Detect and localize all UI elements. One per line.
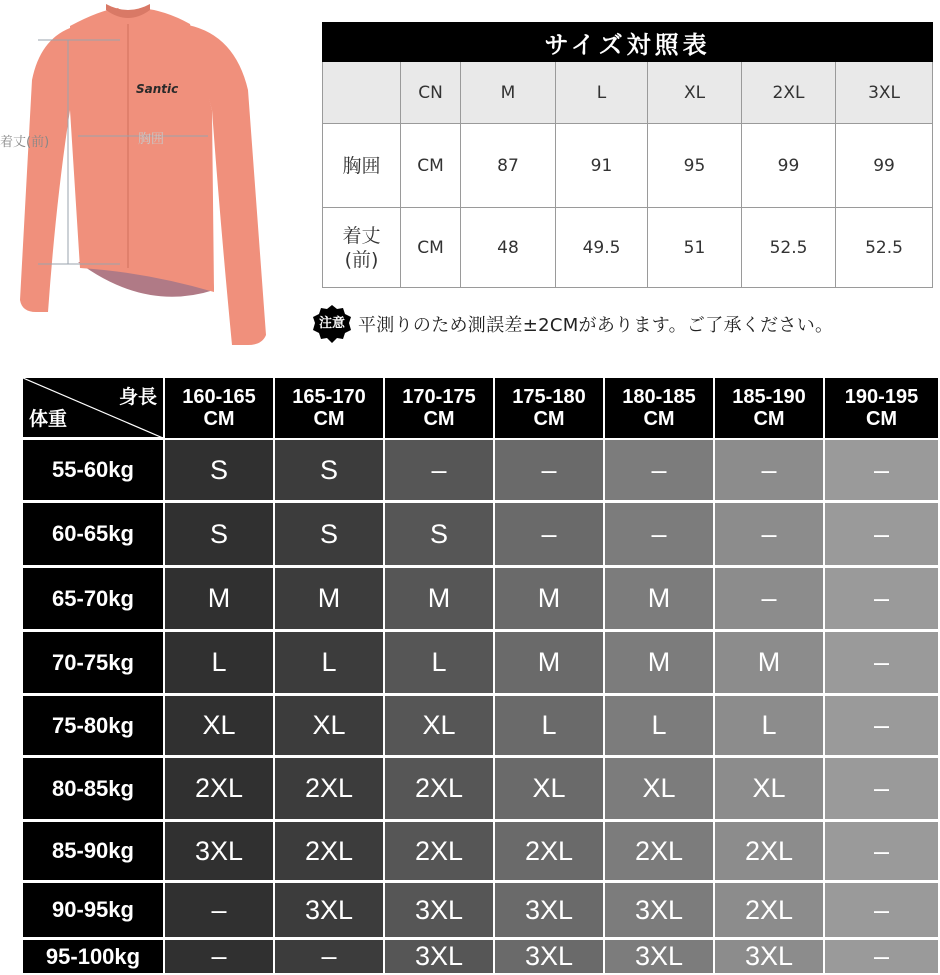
size-cell: [825, 440, 938, 500]
size-value: 3XL: [634, 894, 684, 925]
size-cell: [605, 758, 713, 819]
size-cell: [495, 758, 603, 819]
size-cell: [275, 568, 383, 629]
size-value: 2XL: [414, 773, 464, 803]
size-chart-header-cell: 3XL: [836, 62, 933, 124]
size-value: 2XL: [744, 894, 794, 925]
weight-header: [23, 696, 163, 755]
size-value: –: [321, 941, 337, 971]
size-cell: [495, 440, 603, 500]
size-cell: [605, 696, 713, 755]
height-unit: CM: [865, 408, 898, 430]
size-value: 2XL: [304, 835, 354, 866]
size-chart-value: 48: [461, 208, 556, 288]
size-cell: [275, 503, 383, 565]
size-cell: [825, 758, 938, 819]
size-cell: [275, 440, 383, 500]
size-chart-header-cell: M: [461, 62, 556, 124]
size-chart-title: サイズ対照表: [323, 23, 933, 62]
height-header: [275, 378, 383, 438]
size-value: S: [209, 454, 228, 485]
height-header-label: [292, 386, 365, 430]
size-cell: [715, 440, 823, 500]
size-cell: [495, 822, 603, 880]
size-value: –: [873, 941, 890, 971]
size-chart-row-label: [323, 208, 401, 288]
size-cell: [605, 883, 713, 937]
size-value: –: [211, 941, 227, 971]
size-value: 3XL: [744, 941, 794, 971]
size-value: 2XL: [194, 773, 244, 803]
height-unit: CM: [533, 408, 565, 430]
height-range: 190-195: [844, 386, 919, 408]
jersey-image: [0, 0, 300, 350]
size-cell: [275, 696, 383, 755]
height-unit: CM: [753, 408, 785, 430]
size-value: 3XL: [414, 941, 464, 971]
weight-header: [23, 883, 163, 937]
jersey-illustration: [0, 0, 300, 350]
size-cell: [605, 632, 713, 693]
height-range: 185-190: [732, 386, 806, 408]
size-chart-value: 87: [461, 124, 556, 208]
size-cell: [165, 883, 273, 937]
height-range: 170-175: [402, 386, 476, 408]
brand-logo: Santic: [136, 82, 179, 96]
size-value: XL: [532, 773, 566, 803]
size-value: 3XL: [304, 894, 354, 925]
size-cell: [605, 503, 713, 565]
size-value: –: [761, 583, 777, 613]
measurement-note: [312, 302, 833, 346]
weight-range: 60-65kg: [52, 521, 134, 546]
size-cell: [385, 883, 493, 937]
size-value: L: [651, 710, 667, 740]
size-chart-header-cell: L: [556, 62, 648, 124]
weight-range: 75-80kg: [52, 712, 134, 738]
size-cell: [715, 883, 823, 937]
height-header-label: [402, 386, 475, 430]
size-chart-unit: CM: [401, 208, 461, 288]
size-cell: [825, 568, 938, 629]
size-value: L: [431, 647, 447, 677]
size-value: –: [761, 454, 777, 485]
size-cell: [495, 883, 603, 937]
weight-range: 90-95kg: [52, 897, 134, 922]
height-unit: CM: [313, 408, 345, 430]
weight-header: [23, 503, 163, 565]
size-cell: [825, 503, 938, 565]
size-cell: [715, 822, 823, 880]
size-chart-row-label: 胸囲: [323, 124, 401, 208]
weight-header: [23, 940, 163, 973]
height-header-label: [622, 386, 695, 430]
corner-height-label: 身長: [118, 386, 157, 408]
size-value: –: [873, 710, 890, 740]
size-cell: [825, 883, 938, 937]
chest-measure-label: 胸囲: [138, 132, 165, 147]
size-cell: [605, 568, 713, 629]
size-value: M: [537, 647, 561, 677]
size-value: L: [321, 647, 337, 677]
size-cell: [605, 440, 713, 500]
size-value: 2XL: [304, 773, 354, 803]
size-value: –: [431, 454, 447, 485]
size-value: XL: [202, 710, 236, 740]
height-unit: CM: [423, 408, 455, 430]
size-value: S: [209, 518, 228, 549]
size-value: S: [319, 454, 338, 485]
size-cell: [825, 632, 938, 693]
size-cell: [385, 758, 493, 819]
size-cell: [165, 758, 273, 819]
size-value: XL: [752, 773, 786, 803]
size-chart-table: [322, 22, 933, 288]
size-value: 2XL: [524, 835, 574, 866]
weight-range: 55-60kg: [52, 457, 134, 482]
size-cell: [275, 758, 383, 819]
size-cell: [715, 758, 823, 819]
weight-header: [23, 440, 163, 500]
size-value: –: [873, 583, 890, 613]
size-cell: [385, 632, 493, 693]
size-cell: [495, 632, 603, 693]
height-header: [715, 378, 823, 438]
size-chart-unit: CM: [401, 124, 461, 208]
size-chart-header-cell: CN: [401, 62, 461, 124]
weight-range: 65-70kg: [52, 585, 134, 611]
size-value: –: [651, 454, 667, 485]
size-value: –: [873, 773, 890, 803]
size-value: 2XL: [634, 835, 684, 866]
size-value: 3XL: [524, 941, 574, 971]
size-cell: [385, 440, 493, 500]
size-value: –: [211, 894, 227, 925]
size-chart-value: 51: [648, 208, 742, 288]
weight-range: 80-85kg: [52, 775, 134, 801]
size-value: –: [761, 518, 777, 549]
height-range: 160-165: [182, 386, 256, 408]
size-value: –: [541, 518, 557, 549]
size-chart-header-row: [323, 62, 933, 124]
size-cell: [275, 632, 383, 693]
row-label-line2: (前): [344, 248, 379, 271]
size-cell: [715, 568, 823, 629]
size-value: L: [541, 710, 557, 740]
weight-header: [23, 632, 163, 693]
size-chart-value: 99: [836, 124, 933, 208]
size-cell: [385, 696, 493, 755]
size-cell: [385, 822, 493, 880]
size-cell: [165, 632, 273, 693]
grid-corner-header: [23, 378, 163, 438]
size-cell: [275, 822, 383, 880]
size-cell: [165, 940, 273, 973]
size-cell: [275, 883, 383, 937]
size-value: L: [761, 710, 777, 740]
weight-header: [23, 822, 163, 880]
size-value: M: [207, 583, 231, 613]
height-header-label: [845, 386, 918, 430]
size-cell: [605, 822, 713, 880]
size-value: 2XL: [744, 835, 794, 866]
size-cell: [825, 940, 938, 973]
size-cell: [715, 632, 823, 693]
size-value: –: [873, 518, 890, 549]
height-header: [605, 378, 713, 438]
size-chart-header-cell: XL: [648, 62, 742, 124]
size-chart-value: 95: [648, 124, 742, 208]
height-unit: CM: [203, 408, 235, 430]
weight-range: 95-100kg: [45, 943, 141, 969]
size-value: XL: [642, 773, 676, 803]
size-value: –: [873, 894, 890, 925]
size-chart-value: 49.5: [556, 208, 648, 288]
size-cell: [605, 940, 713, 973]
size-cell: [495, 568, 603, 629]
weight-header: [23, 758, 163, 819]
height-header: [165, 378, 273, 438]
height-header-label: [512, 386, 585, 430]
size-value: M: [647, 583, 671, 613]
height-header-label: [732, 386, 805, 430]
size-cell: [495, 503, 603, 565]
caution-badge-label: 注意: [318, 316, 345, 331]
size-value: 3XL: [634, 941, 684, 971]
row-label-line1: 着丈: [342, 224, 381, 247]
size-cell: [385, 503, 493, 565]
size-value: XL: [422, 710, 456, 740]
size-value: –: [541, 454, 557, 485]
size-value: XL: [312, 710, 346, 740]
height-header: [495, 378, 603, 438]
size-cell: [715, 696, 823, 755]
length-measure-label: 着丈(前): [0, 135, 50, 150]
height-range: 180-185: [622, 386, 696, 408]
size-value: 3XL: [524, 894, 574, 925]
size-value: M: [647, 647, 671, 677]
size-cell: [495, 940, 603, 973]
height-range: 165-170: [292, 386, 366, 408]
size-value: 2XL: [414, 835, 464, 866]
size-value: S: [319, 518, 338, 549]
height-header-label: [182, 386, 255, 430]
size-value: –: [873, 647, 890, 677]
size-value: S: [429, 518, 448, 549]
corner-weight-label: 体重: [29, 408, 68, 430]
size-cell: [825, 696, 938, 755]
size-cell: [275, 940, 383, 973]
size-cell: [495, 696, 603, 755]
note-text: 平測りのため測誤差±2CMがあります。ご了承ください。: [358, 315, 834, 336]
size-value: –: [873, 454, 890, 485]
size-value: 3XL: [414, 894, 464, 925]
size-value: 3XL: [194, 835, 244, 866]
size-cell: [385, 940, 493, 973]
weight-range: 85-90kg: [52, 838, 134, 863]
size-cell: [385, 568, 493, 629]
size-value: M: [317, 583, 341, 613]
height-range: 175-180: [512, 386, 586, 408]
size-cell: [165, 696, 273, 755]
size-chart-header-cell: 2XL: [742, 62, 836, 124]
size-value: L: [211, 647, 227, 677]
caution-badge-icon: [312, 304, 352, 344]
size-chart-row-chest: [323, 124, 933, 208]
size-value: –: [873, 835, 890, 866]
size-cell: [715, 503, 823, 565]
size-chart-value: 99: [742, 124, 836, 208]
size-chart-value: 52.5: [836, 208, 933, 288]
size-cell: [165, 503, 273, 565]
size-cell: [715, 940, 823, 973]
size-cell: [165, 440, 273, 500]
size-value: M: [537, 583, 561, 613]
height-header: [825, 378, 938, 438]
weight-range: 70-75kg: [52, 649, 134, 675]
size-chart-row-length: [323, 208, 933, 288]
height-unit: CM: [643, 408, 675, 430]
size-cell: [825, 822, 938, 880]
size-value: M: [427, 583, 451, 613]
size-value: M: [757, 647, 781, 677]
weight-header: [23, 568, 163, 629]
size-chart-value: 91: [556, 124, 648, 208]
size-chart-value: 52.5: [742, 208, 836, 288]
size-chart-header-blank: [323, 62, 401, 124]
size-recommendation-grid: [23, 378, 938, 973]
size-cell: [165, 822, 273, 880]
height-header: [385, 378, 493, 438]
size-cell: [165, 568, 273, 629]
size-value: –: [651, 518, 667, 549]
